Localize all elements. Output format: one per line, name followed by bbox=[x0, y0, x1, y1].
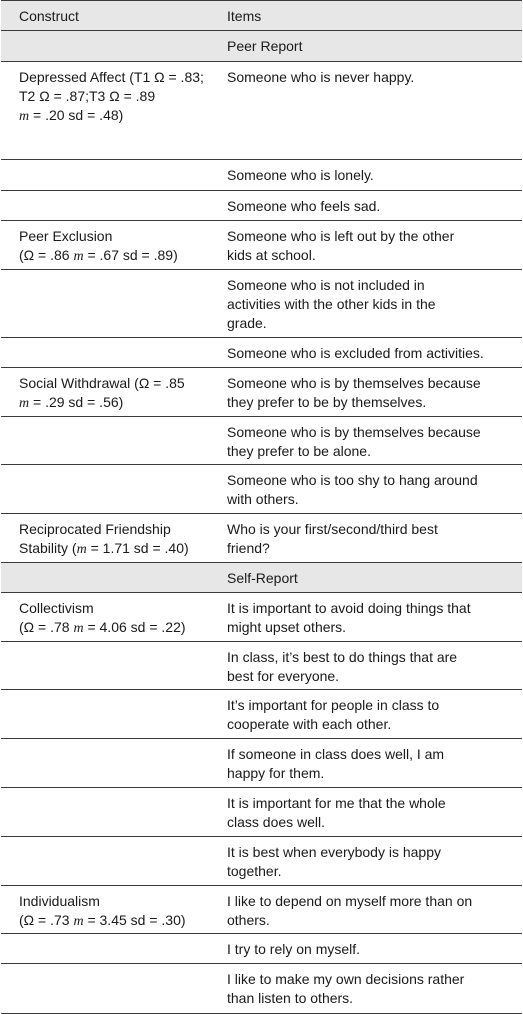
table-row bbox=[1, 368, 522, 417]
item-line: Someone who is left out by the other bbox=[227, 228, 455, 244]
item-line: might upset others. bbox=[227, 619, 347, 635]
construct-peer-exclusion bbox=[19, 221, 219, 266]
construct-line: Collectivism bbox=[19, 600, 94, 616]
construct-collectivism bbox=[19, 593, 219, 638]
item-line: Who is your first/second/third best bbox=[227, 521, 438, 537]
item-line: than listen to others. bbox=[227, 990, 354, 1006]
construct-line: Peer Exclusion bbox=[19, 228, 113, 244]
item-line: Someone who is by themselves because bbox=[227, 424, 481, 440]
construct-line bbox=[19, 911, 219, 931]
item-line: grade. bbox=[227, 315, 267, 331]
mean-symbol: m bbox=[76, 542, 87, 557]
table-row bbox=[1, 886, 522, 934]
table-row bbox=[1, 465, 522, 514]
construct-stats: = 3.45 sd = .30) bbox=[83, 912, 186, 928]
table-row bbox=[1, 191, 522, 221]
item-line: It is important for me that the whole bbox=[227, 795, 446, 811]
item-text bbox=[227, 417, 512, 461]
construct-line: T2 Ω = .87;T3 Ω = .89 bbox=[19, 88, 156, 104]
mean-symbol: m bbox=[73, 249, 84, 264]
item-line: they prefer to be by themselves. bbox=[227, 394, 427, 410]
item-text: I try to rely on myself. bbox=[227, 941, 361, 957]
construct-stats: (Ω = .73 bbox=[19, 912, 74, 928]
table-row bbox=[1, 642, 522, 690]
item-text bbox=[227, 690, 512, 734]
measures-table bbox=[1, 0, 522, 1014]
table-row bbox=[1, 964, 522, 1014]
item-line: others. bbox=[227, 912, 270, 928]
construct-line bbox=[19, 618, 219, 638]
table-row bbox=[1, 934, 522, 964]
item-line: activities with the other kids in the bbox=[227, 296, 436, 312]
construct-stats: = 1.71 sd = .40) bbox=[86, 540, 189, 556]
construct-stats: = .20 sd = .48) bbox=[29, 107, 124, 123]
item-text: Someone who is excluded from activities. bbox=[227, 345, 484, 361]
item-line: happy for them. bbox=[227, 765, 325, 781]
item-text bbox=[227, 368, 512, 412]
mean-symbol: m bbox=[19, 396, 30, 411]
construct-stats: (Ω = .78 bbox=[19, 619, 74, 635]
table-row bbox=[1, 160, 522, 191]
mean-symbol: m bbox=[19, 109, 30, 124]
item-line: In class, it’s best to do things that are bbox=[227, 649, 458, 665]
item-line: I like to make my own decisions rather bbox=[227, 971, 465, 987]
item-text bbox=[227, 593, 512, 637]
item-text bbox=[227, 270, 512, 333]
table-header bbox=[1, 0, 522, 31]
item-line: they prefer to be alone. bbox=[227, 443, 371, 459]
item-line: friend? bbox=[227, 540, 270, 556]
item-text bbox=[227, 837, 512, 881]
item-line: It is important to avoid doing things that bbox=[227, 600, 471, 616]
table-row bbox=[1, 62, 522, 160]
section-self-report bbox=[1, 563, 522, 593]
item-line: Someone who is too shy to hang around bbox=[227, 472, 478, 488]
table-row bbox=[1, 593, 522, 642]
item-line: with others. bbox=[227, 491, 299, 507]
table-row bbox=[1, 788, 522, 837]
construct-individualism bbox=[19, 886, 219, 931]
item-line: best for everyone. bbox=[227, 668, 340, 684]
construct-stats: = 4.06 sd = .22) bbox=[83, 619, 186, 635]
item-line: It’s important for people in class to bbox=[227, 697, 440, 713]
header-items: Items bbox=[227, 8, 262, 24]
construct-stats: = .29 sd = .56) bbox=[29, 394, 124, 410]
section-label: Peer Report bbox=[227, 38, 303, 54]
construct-line bbox=[19, 246, 219, 266]
construct-line: Individualism bbox=[19, 893, 100, 909]
item-text bbox=[227, 964, 512, 1008]
item-text: Someone who is lonely. bbox=[227, 167, 374, 183]
item-line: together. bbox=[227, 863, 282, 879]
item-text bbox=[227, 221, 512, 265]
item-text bbox=[227, 739, 512, 783]
item-line: If someone in class does well, I am bbox=[227, 746, 445, 762]
construct-line: Social Withdrawal (Ω = .85 bbox=[19, 375, 185, 391]
item-text bbox=[227, 465, 512, 509]
item-text: Someone who is never happy. bbox=[227, 69, 415, 85]
construct-stats: = .67 sd = .89) bbox=[83, 247, 178, 263]
table-row bbox=[1, 338, 522, 368]
construct-line bbox=[19, 393, 219, 413]
item-line: Someone who is not included in bbox=[227, 277, 425, 293]
construct-line bbox=[19, 106, 219, 126]
item-text bbox=[227, 514, 512, 558]
mean-symbol: m bbox=[73, 914, 84, 929]
construct-line: Reciprocated Friendship bbox=[19, 521, 171, 537]
item-line: class does well. bbox=[227, 814, 326, 830]
table-row bbox=[1, 739, 522, 788]
table-row bbox=[1, 690, 522, 739]
item-text: Someone who feels sad. bbox=[227, 198, 381, 214]
item-line: It is best when everybody is happy bbox=[227, 844, 442, 860]
construct-social-withdrawal bbox=[19, 368, 219, 413]
item-line: I like to depend on myself more than on bbox=[227, 893, 473, 909]
item-text bbox=[227, 642, 512, 686]
item-text bbox=[227, 886, 512, 930]
item-line: Someone who is by themselves because bbox=[227, 375, 481, 391]
section-peer-report bbox=[1, 31, 522, 62]
construct-friendship-stability bbox=[19, 514, 219, 559]
construct-line bbox=[19, 539, 219, 559]
item-text bbox=[227, 788, 512, 832]
table-row bbox=[1, 837, 522, 886]
item-line: kids at school. bbox=[227, 247, 316, 263]
construct-line: Depressed Affect (T1 Ω = .83; bbox=[19, 69, 204, 85]
table-row bbox=[1, 221, 522, 270]
table-row bbox=[1, 514, 522, 563]
construct-depressed-affect bbox=[19, 62, 219, 126]
mean-symbol: m bbox=[73, 621, 84, 636]
table-row bbox=[1, 270, 522, 338]
construct-stats: Stability ( bbox=[19, 540, 77, 556]
header-construct: Construct bbox=[19, 8, 79, 24]
construct-stats: (Ω = .86 bbox=[19, 247, 74, 263]
table-row bbox=[1, 417, 522, 465]
section-label: Self-Report bbox=[227, 570, 298, 586]
item-line: cooperate with each other. bbox=[227, 716, 392, 732]
